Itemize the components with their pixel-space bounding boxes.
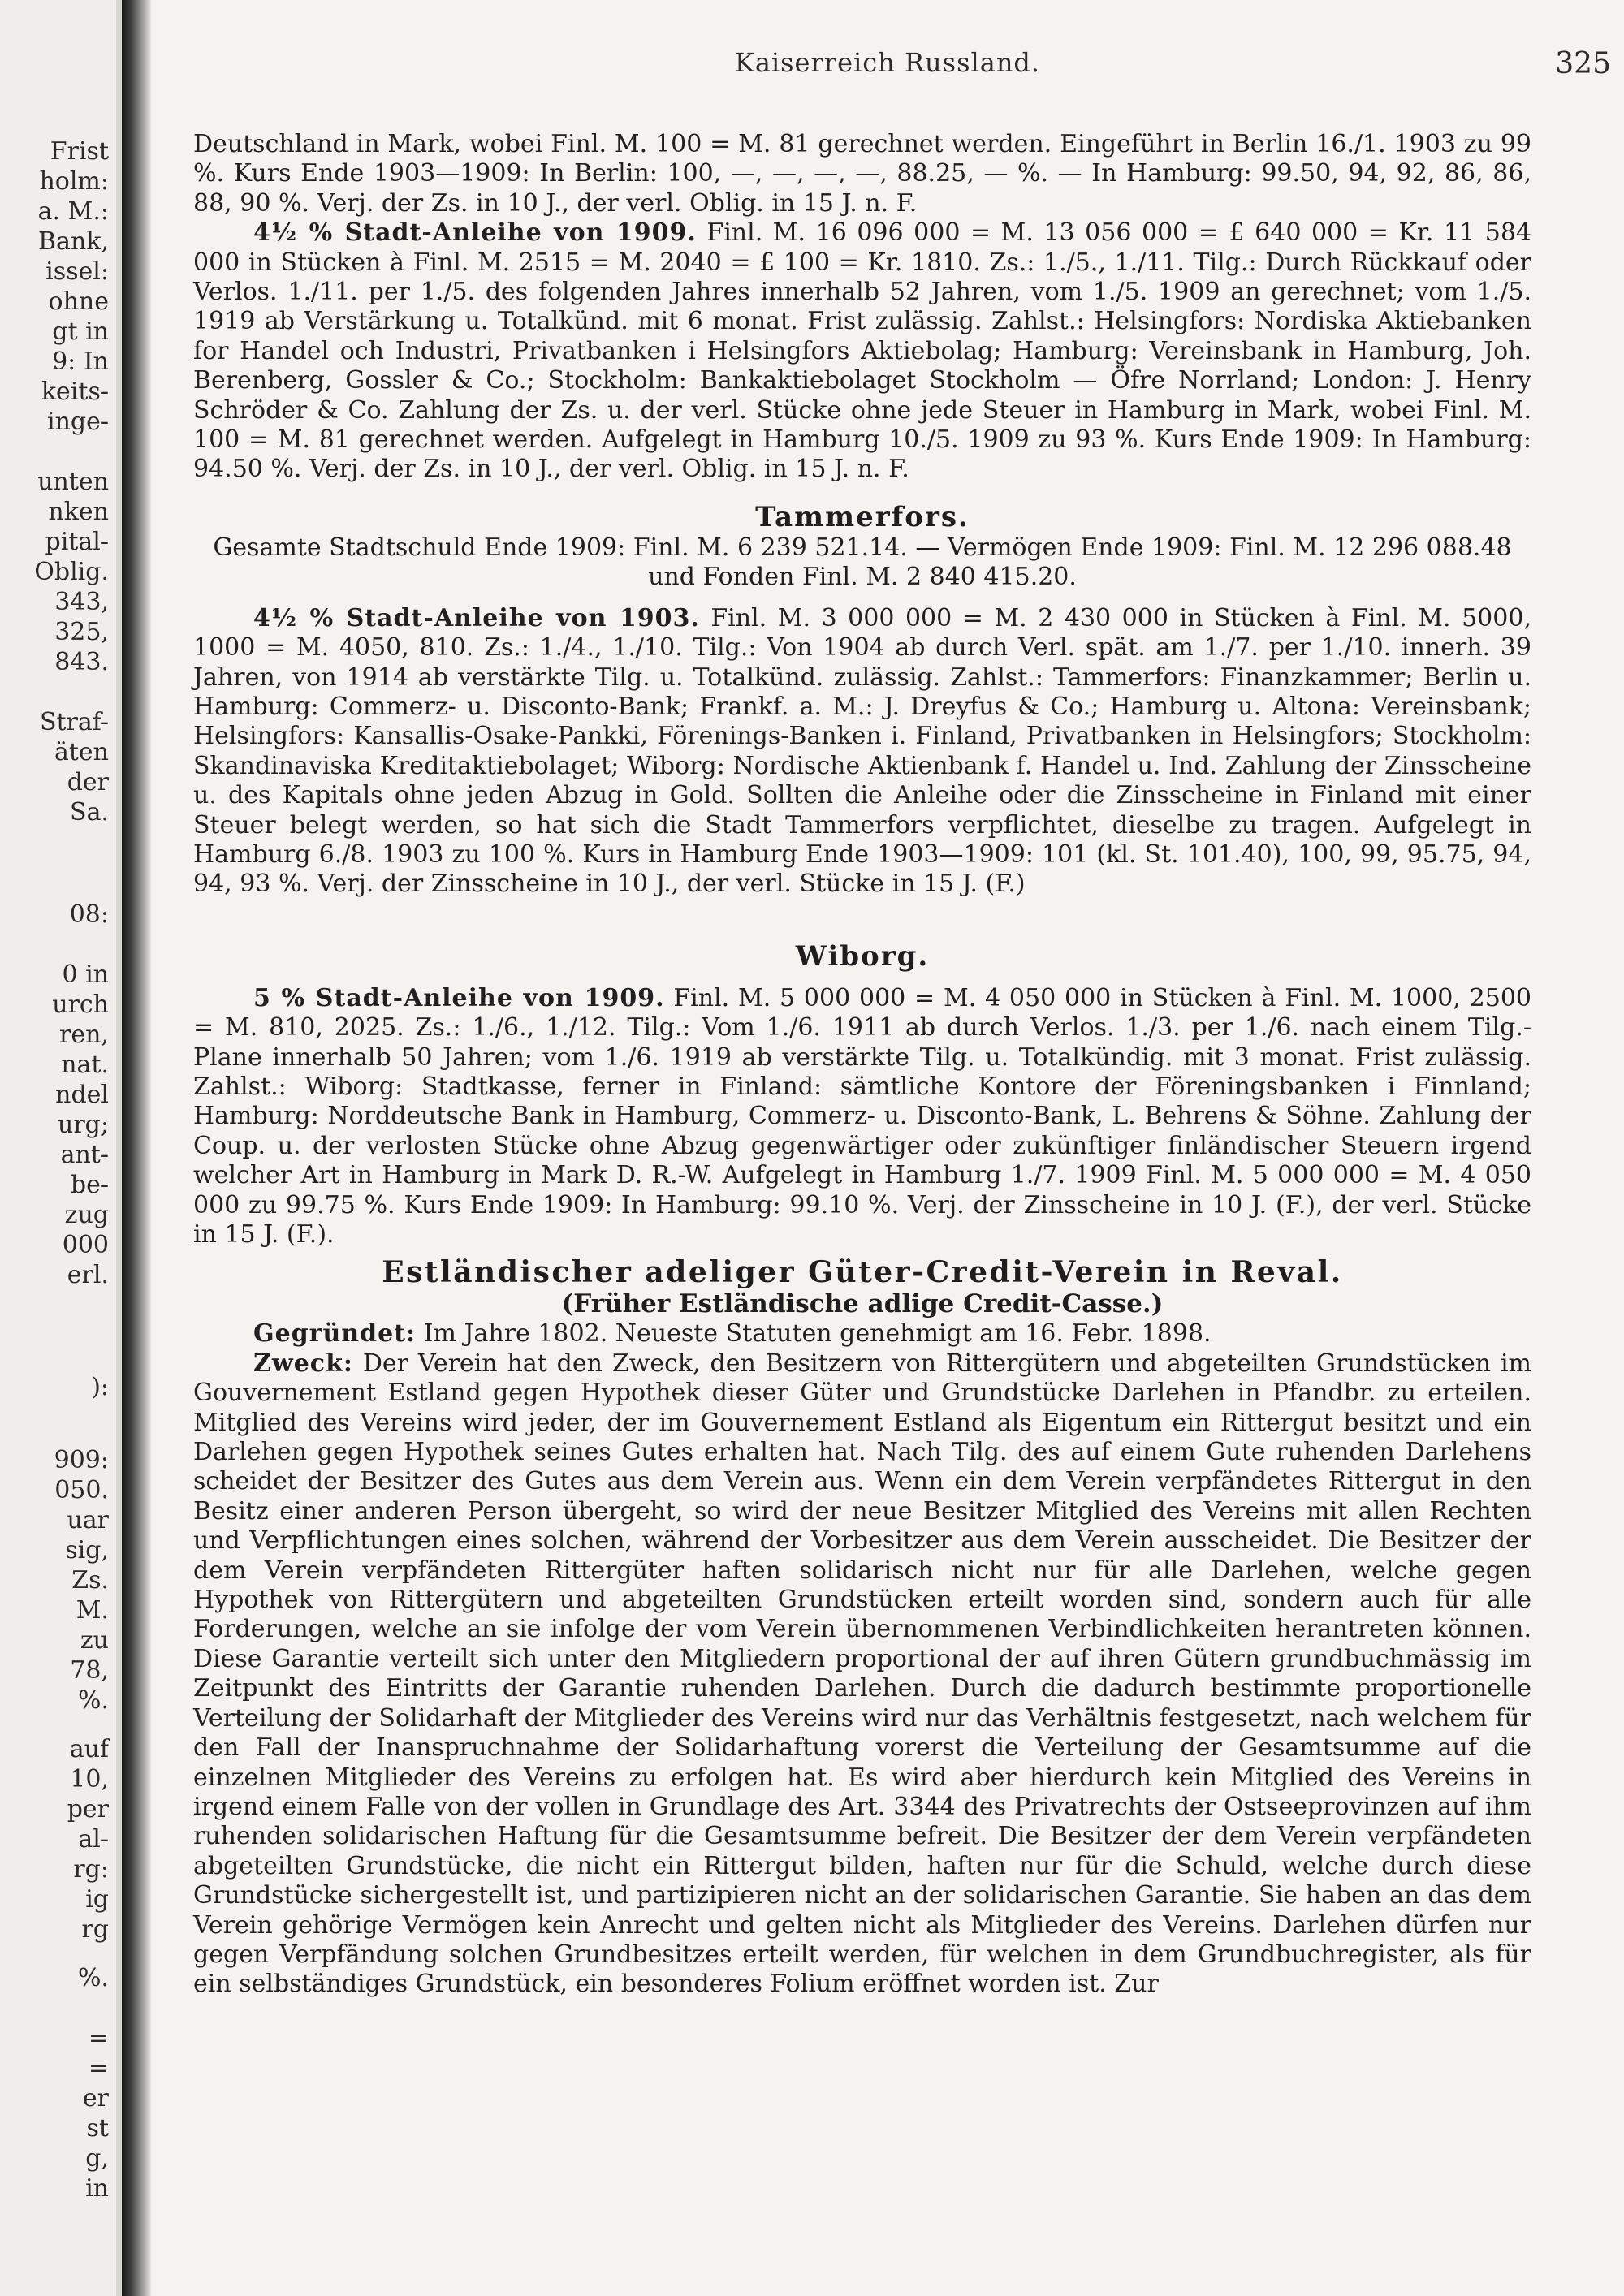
previous-page-fragment: urch bbox=[52, 990, 109, 1019]
paragraph-tammerfors-loan bbox=[193, 604, 1531, 900]
loan-body: Finl. M. 3 000 000 = M. 2 430 000 in Stücken à Finl. M. 5000, 1000 = M. 4050, 810. Zs.: 1./4., 1./10. Tilg.: Von 1904 ab durch Verl. spät. am 1./7. per 1./10. innerh. 39 Jahren, von 1914 ab verstärkte Tilg. u. Totalkünd. zulässig. Zahlst.: Tammerfors: Finanzkammer; Berlin u. Hamburg: Commerz- u. Disconto-Bank; Frankf. a. M.: J. Dreyfus & Co.; Hamburg u. Altona: Vereinsbank; Helsingfors: Kansallis-Osake-Pankki, Förenings-Banken i. Finland, Privatbanken in Helsingfors; Stockholm: Skandinaviska Kreditaktiebolaget; Wiborg: Nordische Aktienbank f. Handel u. Ind. Zahlung der Zinsscheine u. des Kapitals ohne jeden Abzug in Gold. Sollten die Anleihe oder die Zinsscheine in Finland mit einer Steuer belegt werden, so hat sich die Stadt Tammerfors verpflichtet, dieselbe zu tragen. Aufgelegt in Hamburg 6./8. 1903 zu 100 %. Kurs in Hamburg Ende 1903—1909: 101 (kl. St. 101.40), 100, 99, 95.75, 94, 94, 93 %. Verj. der Zinsscheine in 10 J., der verl. Stücke in 15 J. (F.) bbox=[193, 603, 1531, 899]
previous-page-fragment: zu bbox=[80, 1626, 109, 1655]
book-gutter bbox=[122, 0, 151, 2296]
previous-page-fragment: erl. bbox=[67, 1261, 109, 1289]
loan-title: 4½ % Stadt-Anleihe von 1909. bbox=[253, 218, 697, 248]
previous-page-fragment: Sa. bbox=[70, 798, 109, 826]
founded-text: Im Jahre 1802. Neueste Statuten genehmigt am 16. Febr. 1898. bbox=[416, 1319, 1212, 1349]
paragraph-wiborg-loan bbox=[193, 984, 1531, 1250]
previous-page-fragment: 909: bbox=[54, 1446, 109, 1474]
previous-page-fragment: inge- bbox=[46, 408, 109, 436]
previous-page-fragment: keits- bbox=[41, 378, 109, 406]
previous-page-fragment: 843. bbox=[54, 648, 109, 676]
previous-page-fragment: 0 in bbox=[62, 960, 109, 989]
previous-page-fragment: rg: bbox=[73, 1855, 109, 1884]
previous-page-fragment: st bbox=[86, 2114, 109, 2143]
previous-page-fragment: 000 bbox=[62, 1231, 109, 1259]
previous-page-fragment: ig bbox=[85, 1885, 109, 1914]
paragraph-finland-continuation: Deutschland in Mark, wobei Finl. M. 100 = M. 81 gerechnet werden. Eingeführt in Berlin 16./1. 1903 zu 99 %. Kurs Ende 1903—1909: In Berlin: 100, —, —, —, —, 88.25, — %. — In Hamburg: 99.50, 94, 92, 86, 86, 88, 90 %. Verj. der Zs. in 10 J., der verl. Oblig. in 15 J. n. F. bbox=[193, 130, 1531, 218]
previous-page-fragment: zug bbox=[64, 1201, 109, 1229]
previous-page-fragment: issel: bbox=[45, 257, 109, 286]
previous-page-fragment: be- bbox=[70, 1171, 109, 1199]
paragraph-founded bbox=[193, 1319, 1531, 1349]
previous-page-fragment: %. bbox=[77, 1964, 109, 1992]
previous-page-fragment: = bbox=[88, 2054, 109, 2082]
previous-page-fragment: gt in bbox=[52, 317, 109, 346]
previous-page-fragment: ohne bbox=[48, 287, 109, 316]
previous-page-fragment: der bbox=[67, 768, 109, 796]
previous-page-fragment: 325, bbox=[54, 618, 109, 646]
previous-page-fragment: äten bbox=[54, 738, 109, 766]
previous-page-fragment: rg bbox=[81, 1915, 109, 1944]
page-edge bbox=[116, 0, 122, 2296]
previous-page-fragment: g, bbox=[85, 2144, 109, 2173]
loan-title: 5 % Stadt-Anleihe von 1909. bbox=[253, 983, 665, 1012]
previous-page-fragment: auf bbox=[69, 1735, 109, 1763]
previous-page-fragment: nat. bbox=[61, 1051, 109, 1079]
previous-page-fragment: al- bbox=[78, 1825, 109, 1854]
loan-body: Finl. M. 16 096 000 = M. 13 056 000 = £ 640 000 = Kr. 11 584 000 in Stücken à Finl. M. 2515 = M. 2040 = £ 100 = Kr. 1810. Zs.: 1./5., 1./11. Tilg.: Durch Rückkauf oder Verlos. 1./11. per 1./5. des folgenden Jahres innerhalb 52 Jahren, vom 1./5. 1909 an gerechnet; vom 1./5. 1919 ab Verstärkung u. Totalkünd. mit 6 monat. Frist zulässig. Zahlst.: Helsingfors: Nordiska Aktiebanken for Handel och Industri, Privatbanken i Helsingfors Aktiebolag; Hamburg: Vereinsbank in Hamburg, Joh. Berenberg, Gossler & Co.; Stockholm: Bankaktiebolaget Stockholm — Öfre Norrland; London: J. Henry Schröder & Co. Zahlung der Zs. u. der verl. Stücke ohne jede Steuer in Hamburg in Mark, wobei Finl. M. 100 = M. 81 gerechnet werden. Aufgelegt in Hamburg 10./5. 1909 zu 93 %. Kurs Ende 1909: In Hamburg: 94.50 %. Verj. der Zs. in 10 J., der verl. Oblig. in 15 J. n. F. bbox=[193, 218, 1531, 484]
previous-page-fragment: pital- bbox=[45, 528, 109, 556]
previous-page-fragment: Frist bbox=[50, 137, 109, 166]
running-head: Kaiserreich Russland. bbox=[734, 47, 1041, 78]
paragraph-loan-1909 bbox=[193, 218, 1531, 485]
section-heading-estland: Estländischer adeliger Güter-Credit-Verein in Reval. bbox=[382, 1255, 1343, 1290]
previous-page-fragment: sig, bbox=[65, 1536, 109, 1564]
previous-page-fragment: nken bbox=[48, 498, 109, 526]
page-number: 325 bbox=[1555, 47, 1611, 80]
section-subheading-estland: (Früher Estländische adlige Credit-Casse.) bbox=[561, 1289, 1164, 1319]
previous-page-fragment: Oblig. bbox=[34, 558, 109, 586]
previous-page-fragment: ren, bbox=[59, 1021, 109, 1049]
previous-page-fragment: holm: bbox=[39, 167, 109, 196]
purpose-label: Zweck: bbox=[253, 1349, 353, 1378]
previous-page-fragment: ): bbox=[91, 1373, 109, 1401]
previous-page-fragment: Bank, bbox=[38, 227, 109, 256]
previous-page-fragment: per bbox=[67, 1795, 109, 1823]
previous-page-fragment: er bbox=[82, 2084, 109, 2113]
loan-body: Finl. M. 5 000 000 = M. 4 050 000 in Stücken à Finl. M. 1000, 2500 = M. 810, 2025. Zs.: 1./6., 1./12. Tilg.: Vom 1./6. 1911 ab durch Verlos. 1./3. per 1./6. nach einem Tilg.-Plane innerhalb 50 Jahren; vom 1./6. 1919 ab verstärkte Tilg. u. Totalkündig. mit 3 monat. Frist zulässig. Zahlst.: Wiborg: Stadtkasse, ferner in Finland: sämtliche Kontore der Föreningsbanken i Finnland; Hamburg: Norddeutsche Bank in Hamburg, Commerz- u. Disconto-Bank, L. Behrens & Söhne. Zahlung der Coup. u. der verlosten Stücke ohne Abzug gegenwärtiger oder zukünftiger finländischer Steuern irgend welcher Art in Hamburg in Mark D. R.-W. Aufgelegt in Hamburg 1./7. 1909 Finl. M. 5 000 000 = M. 4 050 000 zu 99.75 %. Kurs Ende 1909: In Hamburg: 99.10 %. Verj. der Zinsscheine in 10 J. (F.), der verl. Stücke in 15 J. (F.). bbox=[193, 983, 1531, 1249]
previous-page-fragment: 08: bbox=[69, 900, 109, 929]
previous-page-fragment: Straf- bbox=[39, 708, 109, 736]
previous-page-fragment: %. bbox=[77, 1686, 109, 1715]
previous-page-fragment: 10, bbox=[70, 1765, 109, 1793]
paragraph-purpose bbox=[193, 1349, 1531, 2000]
purpose-text: Der Verein hat den Zweck, den Besitzern von Rittergütern und abgeteilten Grundstücken im Gouvernement Estland gegen Hypothek dieser Güter und Grundstücke Darlehen in Pfandbr. zu erteilen. Mitglied des Vereins wird jeder, der im Gouvernement Estland als Eigentum ein Rittergut besitzt und ein Darlehen gegen Hypothek seines Gutes erhalten hat. Nach Tilg. des auf einem Gute ruhenden Darlehens scheidet der Besitzer des Gutes aus dem Verein aus. Wenn ein dem Verein verpfändetes Rittergut in den Besitz einer anderen Person übergeht, so wird der neue Besitzer Mitglied des Vereins mit allen Rechten und Verpflichtungen eines solchen, während der Vorbesitzer aus dem Verein ausscheidet. Die Besitzer der dem Verein verpfändeten Rittergüter haften solidarisch nicht nur für alle Darlehen, welche gegen Hypothek von Rittergütern und abgeteilten Grundstücken erteilt worden sind, sondern auch für alle Forderungen, welche an sie infolge der vom Verein übernommenen Verbindlichkeiten herantreten können. Diese Garantie verteilt sich unter den Mitgliedern proportional der auf ihren Gütern grundbuchmässig im Zeitpunkt des Eintritts der Garantie ruhenden Darlehen. Durch die dadurch bestimmte proportionelle Verteilung der Solidarhaft der Mitglieder des Vereins wird nur das Verhältnis festgesetzt, nach welchem für den Fall der Inanspruchnahme der Solidarhaftung vorerst die Verteilung der Gesamtsumme auf die einzelnen Mitglieder des Vereins zu erfolgen hat. Es wird aber hierdurch kein Mitglied des Vereins in irgend einem Falle von der vollen in Grundlage des Art. 3344 des Privatrechts der Ostseeprovinzen auf ihm ruhenden solidarischen Haftung für die Gesamtsumme befreit. Die Besitzer der dem Verein verpfändeten abgeteilten Grundstücke, die nicht ein Rittergut bilden, haften nur für die Schuld, welche durch diese Grundstücke sichergestellt ist, und partizipieren nicht an der solidarischen Garantie. Sie haben an das dem Verein gehörige Vermögen kein Anrecht und gelten nicht als Mitglieder des Vereins. Darlehen dürfen nur gegen Verpfändung solchen Grundbesitzes erteilt werden, für welchen in dem Grundbuchregister, als für ein selbständiges Grundstück, ein besonderes Folium eröffnet worden ist. Zur bbox=[193, 1349, 1531, 1999]
page-body bbox=[193, 130, 1531, 2000]
previous-page-fragment: uar bbox=[67, 1506, 109, 1534]
previous-page-fragment: a. M.: bbox=[37, 197, 109, 226]
previous-page-fragment: 343, bbox=[54, 588, 109, 616]
tammerfors-debt-line: Gesamte Stadtschuld Ende 1909: Finl. M. 6 239 521.14. — Vermögen Ende 1909: Finl. M. 12 296 088.48 bbox=[213, 533, 1512, 562]
section-heading-tammerfors: Tammerfors. bbox=[755, 500, 970, 533]
previous-page-fragment: = bbox=[88, 2024, 109, 2052]
tammerfors-debt-line-2: und Fonden Finl. M. 2 840 415.20. bbox=[648, 563, 1077, 592]
previous-page-fragment: unten bbox=[37, 468, 109, 496]
section-heading-wiborg: Wiborg. bbox=[795, 939, 930, 973]
previous-page-fragment: in bbox=[85, 2174, 109, 2203]
previous-page-margin bbox=[0, 0, 122, 2296]
page-header bbox=[151, 47, 1624, 83]
previous-page-fragment: M. bbox=[76, 1596, 109, 1625]
previous-page-fragment: 050. bbox=[54, 1476, 109, 1504]
previous-page-fragment: Zs. bbox=[71, 1566, 109, 1595]
previous-page-fragment: 9: In bbox=[52, 347, 109, 376]
previous-page-fragment: ant- bbox=[60, 1141, 109, 1169]
previous-page-fragment: ndel bbox=[55, 1081, 109, 1109]
founded-label: Gegründet: bbox=[253, 1319, 417, 1349]
previous-page-fragment: 78, bbox=[70, 1656, 109, 1685]
page bbox=[151, 0, 1624, 2296]
previous-page-fragment: urg; bbox=[58, 1111, 109, 1139]
loan-title: 4½ % Stadt-Anleihe von 1903. bbox=[253, 603, 700, 632]
